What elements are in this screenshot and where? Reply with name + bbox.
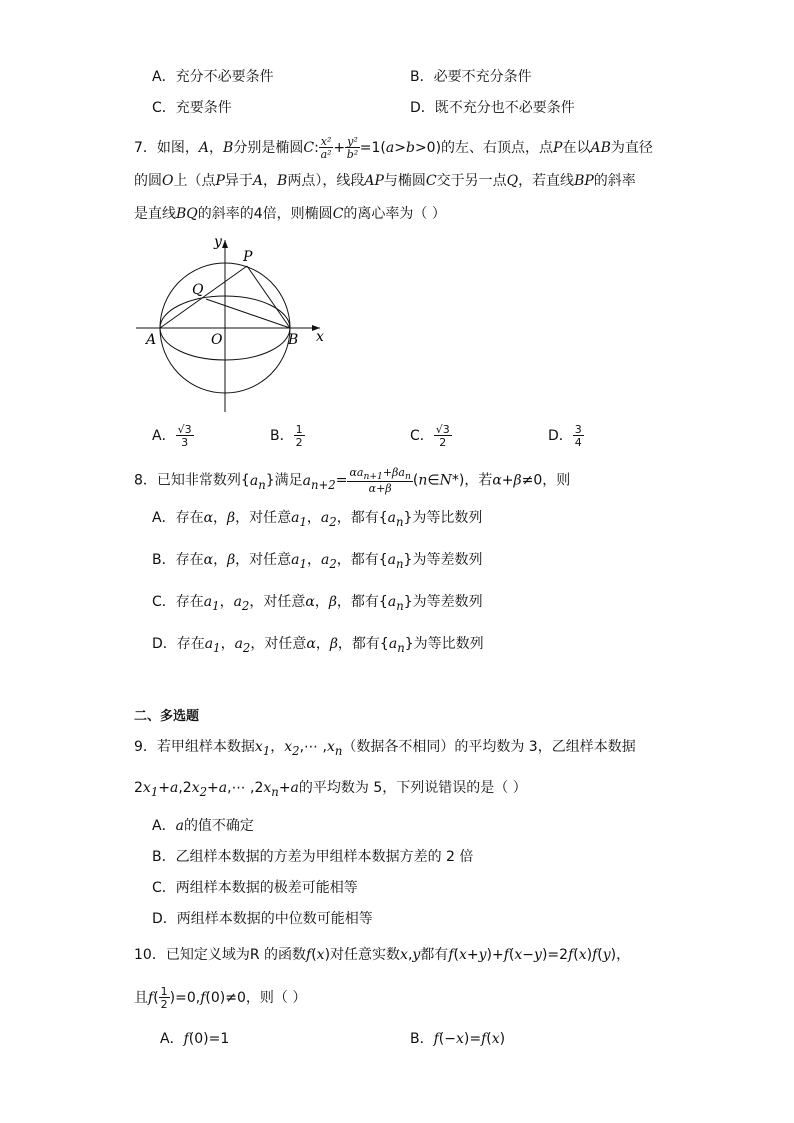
- q8-option-b: B．存在α，β，对任意$a_1$，$a_2$，都有$\{a_n\}$为等差数列: [152, 552, 483, 571]
- q10-option-a: A．f(0)=1: [160, 1031, 230, 1047]
- label-a: A: [146, 332, 157, 348]
- q10-option-b: B．f(−x)=f(x): [410, 1031, 506, 1047]
- q6-option-a: A．充分不必要条件: [152, 69, 274, 85]
- q8-option-c: C．存在$a_1$，$a_2$，对任意α，β，都有$\{a_n\}$为等差数列: [152, 594, 483, 613]
- segment-ap: [160, 266, 247, 328]
- q7-line-3: 是直线BQ的斜率的4倍，则椭圆C的离心率为（ ）: [134, 206, 446, 222]
- q9-option-a: A．a的值不确定: [152, 818, 254, 834]
- q6-option-c: C．充要条件: [152, 100, 232, 116]
- section-heading-multi-choice: 二、多选题: [134, 709, 200, 724]
- q7-option-d: D． $\frac{3}{4}$: [548, 423, 582, 449]
- q10-line-1: 10．已知定义域为R 的函数f(x)对任意实数x,y都有f(x+y)+f(x−y)=2f(x)f(y)，: [134, 947, 631, 963]
- q8-stem: 8．已知非常数列$\{a_n\}$满足$a_{n+2}=$ $\frac{\alpha a_{n+1}+\beta a_n}{\alpha+\beta}$ (n∈N*)，若α+β≠0，则: [134, 466, 571, 496]
- q7-figure: [130, 234, 330, 414]
- q6-option-d: D．既不充分也不必要条件: [410, 100, 575, 116]
- q9-option-b: B．乙组样本数据的方差为甲组样本数据方差的 2 倍: [152, 849, 474, 865]
- label-o: O: [211, 332, 223, 348]
- q7-option-b: B． $\frac{1}{2}$: [270, 423, 303, 449]
- q7-line-1: 7．如图，A，B分别是椭圆C: $\frac{\text{x²}}{\text{a²}}$ + $\frac{\text{y²}}{\text{b²}}$ =1(a>b>0)的左、右顶点，点P在以AB为直径: [134, 135, 653, 161]
- label-y: y: [214, 234, 222, 250]
- q7-line-2: 的圆O上（点P异于A，B两点），线段AP与椭圆C交于另一点Q，若直线BP的斜率: [134, 173, 636, 189]
- label-q: Q: [192, 282, 204, 298]
- segment-bp: [247, 266, 290, 328]
- q7-option-c: C． $\frac{√3}{2}$: [410, 423, 450, 449]
- q7-option-a: A． $\frac{√3}{3}$: [152, 423, 192, 449]
- y-axis-arrow: [222, 240, 228, 248]
- q9-option-d: D．两组样本数据的中位数可能相等: [152, 911, 373, 927]
- label-x: x: [316, 329, 324, 345]
- q9-option-c: C．两组样本数据的极差可能相等: [152, 880, 358, 896]
- q8-option-d: D．存在$a_1$，$a_2$，对任意α，β，都有$\{a_n\}$为等比数列: [152, 636, 484, 655]
- q8-option-a: A．存在α，β，对任意$a_1$，$a_2$，都有$\{a_n\}$为等比数列: [152, 510, 483, 529]
- q6-option-b: B．必要不充分条件: [410, 69, 532, 85]
- label-b: B: [288, 332, 299, 348]
- segment-bq: [206, 299, 290, 328]
- q9-line-2: $2x_1+a,2x_2+a,\cdots$ $,2x_n+a$的平均数为 5，下列说错误的是（ ）: [134, 780, 527, 799]
- q10-line-2: 且f( $\frac{1}{2}$ )=0,f(0)≠0，则（ ）: [134, 985, 307, 1011]
- label-p: P: [243, 249, 253, 265]
- q9-line-1: 9．若甲组样本数据$x_1$，$x_2,\cdots$ $,x_n$（数据各不相同）的平均数为 3，乙组样本数据: [134, 739, 636, 758]
